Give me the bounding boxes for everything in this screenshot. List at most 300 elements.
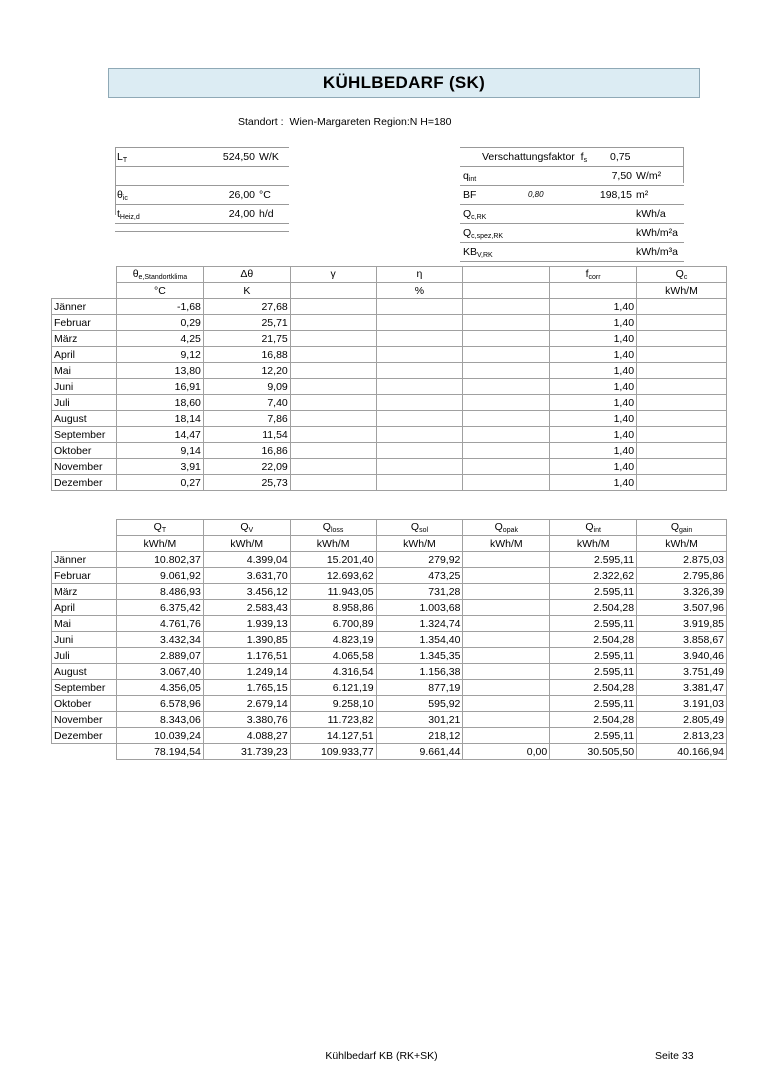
value-cell [290, 475, 376, 491]
corner-cell [52, 744, 117, 760]
value-cell [463, 680, 550, 696]
total-cell: 31.739,23 [203, 744, 290, 760]
value-cell: 4.399,04 [203, 552, 290, 568]
value-cell [637, 427, 727, 443]
table-row [52, 616, 727, 632]
table-row [52, 648, 727, 664]
month-cell: August [52, 411, 117, 427]
value-cell: 1.765,15 [203, 680, 290, 696]
column-header [637, 267, 727, 283]
value-cell [290, 379, 376, 395]
value-cell [637, 475, 727, 491]
table-row [52, 568, 727, 584]
column-header [376, 520, 463, 536]
value-cell [376, 427, 463, 443]
qint-value: 7,50 [611, 170, 632, 182]
footer-page-number: Seite 33 [655, 1050, 694, 1062]
header-symbol: θ [132, 268, 139, 280]
value-cell [290, 331, 376, 347]
value-cell: 16,86 [203, 443, 290, 459]
value-cell: 2.504,28 [550, 632, 637, 648]
value-cell: 1.345,35 [376, 648, 463, 664]
column-header [116, 520, 203, 536]
header-symbol: Q [322, 521, 331, 533]
value-cell [463, 712, 550, 728]
month-cell: Oktober [52, 443, 117, 459]
column-header [203, 267, 290, 283]
info-row-theta-ic [115, 186, 289, 205]
shading-symbol: f [580, 151, 584, 163]
value-cell [290, 299, 376, 315]
value-cell: 4.823,19 [290, 632, 376, 648]
table-row [52, 632, 727, 648]
table-row [52, 712, 727, 728]
value-cell [290, 395, 376, 411]
value-cell: 11,54 [203, 427, 290, 443]
table-row [52, 395, 727, 411]
value-cell: 595,92 [376, 696, 463, 712]
table-row [52, 315, 727, 331]
unit-cell: kWh/M [463, 536, 550, 552]
info-row-t-heiz [115, 205, 289, 224]
theta-ic-subscript: ic [122, 195, 128, 202]
value-cell [463, 443, 550, 459]
value-cell [290, 411, 376, 427]
value-cell [290, 315, 376, 331]
value-cell: 1,40 [550, 475, 637, 491]
unit-cell: kWh/M [290, 536, 376, 552]
qint-subscript: int [468, 176, 477, 183]
value-cell: 2.805,49 [637, 712, 727, 728]
value-cell [463, 427, 550, 443]
shading-subscript: s [583, 157, 588, 164]
value-cell: 1,40 [550, 299, 637, 315]
value-cell: 4.316,54 [290, 664, 376, 680]
table-row [52, 475, 727, 491]
value-cell: 1.939,13 [203, 616, 290, 632]
total-cell: 78.194,54 [116, 744, 203, 760]
value-cell: 2.322,62 [550, 568, 637, 584]
lt-subscript: T [122, 157, 128, 164]
value-cell: 6.578,96 [116, 696, 203, 712]
theta-ic-unit: °C [259, 189, 271, 201]
value-cell: 7,86 [203, 411, 290, 427]
header-subscript: opak [502, 527, 518, 534]
t-heiz-value: 24,00 [228, 208, 255, 220]
standort-value: Wien-Margareten Region:N H=180 [289, 116, 452, 128]
value-cell: 2.595,11 [550, 664, 637, 680]
value-cell [463, 347, 550, 363]
month-cell: Juni [52, 379, 117, 395]
info-row-shading [460, 147, 684, 167]
value-cell [376, 411, 463, 427]
value-cell: 8.343,06 [116, 712, 203, 728]
monthly-climate-table [51, 266, 727, 491]
total-cell: 9.661,44 [376, 744, 463, 760]
header-symbol: Q [153, 521, 162, 533]
value-cell: -1,68 [116, 299, 203, 315]
unit-cell: kWh/M [376, 536, 463, 552]
left-info-box [115, 147, 289, 224]
value-cell: 2.595,11 [550, 728, 637, 744]
info-row-blank [115, 167, 289, 186]
value-cell: 279,92 [376, 552, 463, 568]
t-heiz-unit: h/d [259, 208, 274, 220]
month-cell: September [52, 680, 117, 696]
value-cell: 473,25 [376, 568, 463, 584]
value-cell: 18,60 [116, 395, 203, 411]
header-subscript: T [161, 527, 167, 534]
value-cell: 6.700,89 [290, 616, 376, 632]
header-subscript: gain [679, 527, 693, 534]
value-cell: 877,19 [376, 680, 463, 696]
value-cell [376, 299, 463, 315]
value-cell: 1,40 [550, 443, 637, 459]
value-cell [637, 299, 727, 315]
value-cell: 9,12 [116, 347, 203, 363]
value-cell: 3.507,96 [637, 600, 727, 616]
value-cell: 2.504,28 [550, 600, 637, 616]
value-cell: 1,40 [550, 459, 637, 475]
table-row [52, 728, 727, 744]
table-row [52, 552, 727, 568]
value-cell [463, 299, 550, 315]
qcrk-subscript: c,RK [471, 214, 487, 221]
unit-cell [550, 283, 637, 299]
value-cell [463, 315, 550, 331]
month-cell: Dezember [52, 728, 117, 744]
theta-ic-symbol: θ [117, 189, 123, 201]
value-cell [463, 552, 550, 568]
month-cell: Oktober [52, 696, 117, 712]
value-cell [637, 347, 727, 363]
value-cell [290, 443, 376, 459]
value-cell [463, 363, 550, 379]
value-cell: 2.595,11 [550, 696, 637, 712]
info-row-lt [115, 147, 289, 167]
value-cell: 13,80 [116, 363, 203, 379]
unit-cell: kWh/M [116, 536, 203, 552]
value-cell: 1,40 [550, 395, 637, 411]
value-cell [463, 459, 550, 475]
value-cell: 4.088,27 [203, 728, 290, 744]
value-cell: 3.940,46 [637, 648, 727, 664]
value-cell [290, 347, 376, 363]
qcspez-subscript: c,spez,RK [471, 233, 504, 240]
header-subscript: int [593, 527, 601, 534]
month-cell: April [52, 600, 117, 616]
value-cell: 21,75 [203, 331, 290, 347]
value-cell: 18,14 [116, 411, 203, 427]
info-row-bf [460, 186, 684, 205]
shading-value: 0,75 [610, 151, 631, 163]
value-cell [637, 379, 727, 395]
value-cell: 1,40 [550, 315, 637, 331]
shading-label: Verschattungsfaktor [482, 151, 575, 163]
qcspez-unit: kWh/m²a [636, 227, 678, 239]
value-cell [376, 363, 463, 379]
table-row [52, 347, 727, 363]
value-cell: 1.324,74 [376, 616, 463, 632]
header-symbol: Q [675, 268, 684, 280]
table-row [52, 427, 727, 443]
value-cell [463, 664, 550, 680]
kbv-subscript: V,RK [477, 252, 493, 259]
column-header [376, 267, 463, 283]
qcrk-symbol: Q [463, 208, 472, 220]
month-cell: April [52, 347, 117, 363]
table-row [52, 363, 727, 379]
header-row [52, 520, 727, 536]
corner-cell [52, 520, 117, 536]
info-row-qcrk [460, 205, 684, 224]
value-cell: 27,68 [203, 299, 290, 315]
total-cell: 0,00 [463, 744, 550, 760]
value-cell [463, 568, 550, 584]
month-cell: September [52, 427, 117, 443]
info-row-kbv [460, 243, 684, 262]
value-cell: 2.813,23 [637, 728, 727, 744]
column-header [290, 520, 376, 536]
table-row [52, 411, 727, 427]
value-cell [376, 379, 463, 395]
value-cell: 1,40 [550, 331, 637, 347]
column-header [290, 267, 376, 283]
lt-symbol: L [117, 151, 123, 163]
column-header [203, 520, 290, 536]
standort-line [238, 116, 458, 128]
header-symbol: Q [494, 521, 503, 533]
header-row [52, 267, 727, 283]
unit-row [52, 283, 727, 299]
value-cell: 3.432,34 [116, 632, 203, 648]
value-cell [463, 379, 550, 395]
value-cell: 2.795,86 [637, 568, 727, 584]
month-cell: Juli [52, 648, 117, 664]
value-cell: 2.889,07 [116, 648, 203, 664]
value-cell: 3.751,49 [637, 664, 727, 680]
value-cell: 12,20 [203, 363, 290, 379]
unit-cell: kWh/M [550, 536, 637, 552]
value-cell: 14,47 [116, 427, 203, 443]
unit-cell: kWh/M [637, 536, 727, 552]
value-cell [376, 395, 463, 411]
qcrk-unit: kWh/a [636, 208, 666, 220]
value-cell: 1.249,14 [203, 664, 290, 680]
value-cell: 3.631,70 [203, 568, 290, 584]
value-cell: 16,91 [116, 379, 203, 395]
qint-symbol: q [463, 170, 469, 182]
value-cell [376, 315, 463, 331]
unit-cell: K [203, 283, 290, 299]
value-cell [463, 600, 550, 616]
value-cell: 2.595,11 [550, 584, 637, 600]
table-row [52, 379, 727, 395]
value-cell: 218,12 [376, 728, 463, 744]
value-cell [637, 395, 727, 411]
value-cell: 9.061,92 [116, 568, 203, 584]
value-cell: 25,71 [203, 315, 290, 331]
value-cell: 1,40 [550, 427, 637, 443]
column-header [550, 520, 637, 536]
value-cell: 9,14 [116, 443, 203, 459]
unit-cell [290, 283, 376, 299]
value-cell: 4.761,76 [116, 616, 203, 632]
table-row [52, 331, 727, 347]
value-cell [463, 632, 550, 648]
month-cell: Februar [52, 315, 117, 331]
column-header [463, 267, 550, 283]
header-symbol: Q [585, 521, 594, 533]
bf-unit: m² [636, 189, 649, 201]
left-info-underline [115, 231, 289, 232]
value-cell [376, 331, 463, 347]
value-cell: 3.067,40 [116, 664, 203, 680]
month-cell: Juli [52, 395, 117, 411]
value-cell: 11.943,05 [290, 584, 376, 600]
header-symbol: η [416, 268, 423, 280]
value-cell: 1,40 [550, 411, 637, 427]
value-cell: 3.326,39 [637, 584, 727, 600]
lt-unit: W/K [259, 151, 279, 163]
table-row [52, 459, 727, 475]
table-row [52, 696, 727, 712]
value-cell: 2.595,11 [550, 648, 637, 664]
value-cell [637, 443, 727, 459]
month-cell: Dezember [52, 475, 117, 491]
value-cell: 3,91 [116, 459, 203, 475]
header-symbol: Q [670, 521, 679, 533]
header-symbol: γ [330, 268, 336, 280]
value-cell [463, 616, 550, 632]
value-cell [637, 411, 727, 427]
value-cell [463, 584, 550, 600]
qint-unit: W/m² [636, 170, 662, 182]
unit-cell: °C [116, 283, 203, 299]
value-cell [637, 315, 727, 331]
bf-label: BF [463, 189, 477, 201]
value-cell: 9.258,10 [290, 696, 376, 712]
value-cell [290, 363, 376, 379]
table-row [52, 584, 727, 600]
value-cell: 3.919,85 [637, 616, 727, 632]
value-cell: 6.121,19 [290, 680, 376, 696]
page-title: KÜHLBEDARF (SK) [108, 68, 700, 98]
value-cell: 7,40 [203, 395, 290, 411]
value-cell: 4.065,58 [290, 648, 376, 664]
value-cell: 3.191,03 [637, 696, 727, 712]
value-cell [463, 475, 550, 491]
lt-value: 524,50 [222, 151, 255, 163]
monthly-energy-table [51, 519, 727, 760]
value-cell [290, 427, 376, 443]
bf-value: 198,15 [599, 189, 632, 201]
value-cell: 1.354,40 [376, 632, 463, 648]
value-cell [290, 459, 376, 475]
header-subscript: corr [588, 274, 601, 281]
corner-cell [52, 536, 117, 552]
total-cell: 30.505,50 [550, 744, 637, 760]
table-row [52, 299, 727, 315]
value-cell [463, 696, 550, 712]
info-row-qint [460, 167, 684, 186]
unit-row [52, 536, 727, 552]
value-cell: 1.156,38 [376, 664, 463, 680]
value-cell: 301,21 [376, 712, 463, 728]
right-info-box [460, 147, 684, 262]
value-cell: 1,40 [550, 363, 637, 379]
unit-cell [463, 283, 550, 299]
value-cell [376, 459, 463, 475]
header-symbol: Q [240, 521, 249, 533]
unit-cell: % [376, 283, 463, 299]
value-cell: 2.875,03 [637, 552, 727, 568]
value-cell [637, 459, 727, 475]
month-cell: November [52, 712, 117, 728]
totals-row [52, 744, 727, 760]
value-cell: 4,25 [116, 331, 203, 347]
month-cell: August [52, 664, 117, 680]
value-cell: 2.679,14 [203, 696, 290, 712]
header-symbol: f [585, 268, 589, 280]
value-cell [463, 648, 550, 664]
column-header [637, 520, 727, 536]
month-cell: Juni [52, 632, 117, 648]
value-cell: 15.201,40 [290, 552, 376, 568]
column-header [550, 267, 637, 283]
info-row-qcspez [460, 224, 684, 243]
header-symbol: Q [410, 521, 420, 533]
value-cell [463, 331, 550, 347]
value-cell: 10.039,24 [116, 728, 203, 744]
table-row [52, 664, 727, 680]
value-cell: 1.390,85 [203, 632, 290, 648]
table-row [52, 680, 727, 696]
t-heiz-subscript: Heiz,d [119, 214, 140, 221]
value-cell: 25,73 [203, 475, 290, 491]
unit-cell: kWh/M [637, 283, 727, 299]
corner-cell [52, 267, 117, 283]
month-cell: November [52, 459, 117, 475]
bf-factor: 0,80 [528, 190, 544, 199]
value-cell: 2.504,28 [550, 712, 637, 728]
standort-label: Standort : [238, 116, 284, 128]
corner-cell [52, 283, 117, 299]
footer-center: Kühlbedarf KB (RK+SK) [325, 1050, 438, 1062]
total-cell: 40.166,94 [637, 744, 727, 760]
value-cell: 0,27 [116, 475, 203, 491]
value-cell: 4.356,05 [116, 680, 203, 696]
month-cell: März [52, 584, 117, 600]
value-cell: 731,28 [376, 584, 463, 600]
value-cell: 8.486,93 [116, 584, 203, 600]
kbv-unit: kWh/m³a [636, 246, 678, 258]
header-subscript: e,Standortklima [138, 274, 188, 281]
value-cell: 1.003,68 [376, 600, 463, 616]
value-cell: 1,40 [550, 379, 637, 395]
value-cell: 2.595,11 [550, 552, 637, 568]
month-cell: Jänner [52, 299, 117, 315]
header-subscript: V [248, 527, 254, 534]
value-cell: 9,09 [203, 379, 290, 395]
month-cell: Mai [52, 616, 117, 632]
value-cell: 1,40 [550, 347, 637, 363]
value-cell [376, 475, 463, 491]
value-cell [637, 331, 727, 347]
value-cell [376, 443, 463, 459]
column-header [116, 267, 203, 283]
value-cell: 6.375,42 [116, 600, 203, 616]
